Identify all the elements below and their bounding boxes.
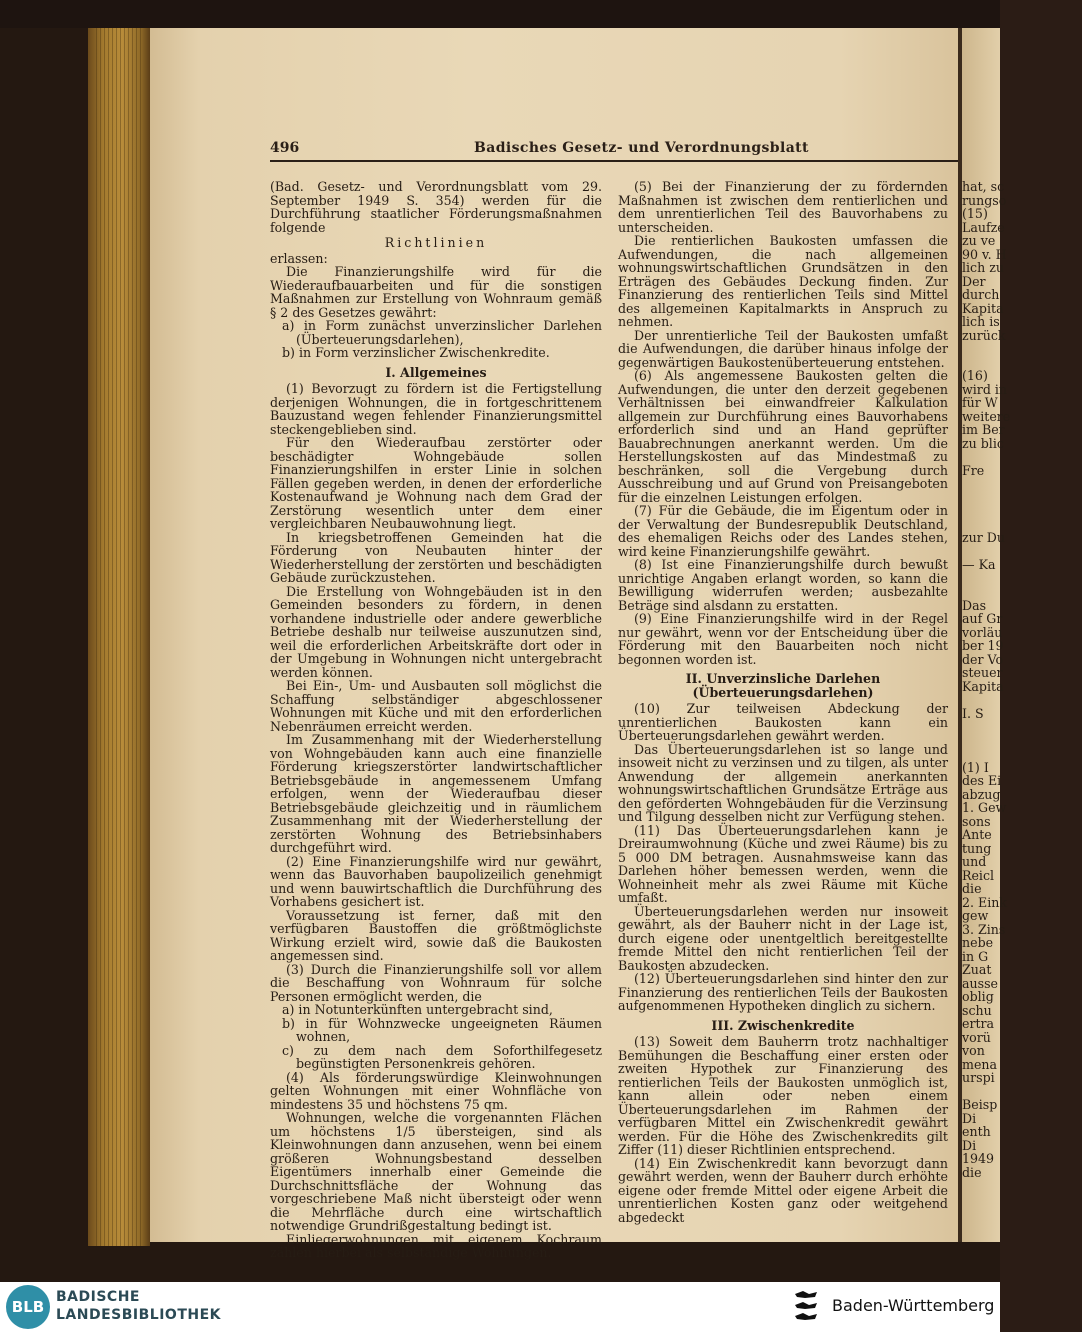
- paragraph: Voraussetzung ist ferner, daß mit den verfügbaren Baustoffen die größtmöglichste Wirkung erzielt wird, sowie daß die Baukosten angemessen sind.: [270, 907, 602, 963]
- paragraph: In kriegsbetroffenen Gemeinden hat die Förderung von Neubauten hinter der Wiederherstellung der zerstörten und beschädigten Gebäude zurückzustehen.: [270, 529, 602, 585]
- facing-page-line: urspi: [962, 1070, 995, 1085]
- facing-page-line: [962, 572, 1082, 586]
- facing-page-line: mena: [962, 1056, 998, 1072]
- facing-page-line: [962, 545, 1082, 559]
- paragraph: erlassen:: [270, 250, 328, 266]
- paragraph: (4) Als förderungswürdige Kleinwohnungen gelten Wohnungen mit einer Wohnfläche von mindestens 35 und höchstens 75 qm.: [270, 1069, 602, 1112]
- paragraph: (Bad. Gesetz- und Verordnungsblatt vom 29. September 1949 S. 354) werden für die Durchführung staatlicher Förderungsmaßnahmen folgende: [270, 179, 602, 235]
- facing-page-line: Kapita: [962, 300, 1004, 316]
- facing-page-line: Der: [962, 273, 986, 289]
- facing-page-line: und: [962, 854, 987, 869]
- facing-page-line: Kapita: [962, 678, 1004, 694]
- facing-page-line: (15): [962, 206, 988, 221]
- paragraph: (14) Ein Zwischenkredit kann bevorzugt dann gewährt werden, wenn der Bauherr durch erhöhte eigene oder fremde Mittel oder eigene Arbeit die unrentierlichen Kosten ganz oder weitgehend abgedeckt: [618, 1155, 948, 1225]
- facing-page-line: zur Du: [962, 530, 1005, 545]
- paragraph: Die Erstellung von Wohngebäuden ist in den Gemeinden besonders zu fördern, in denen vorhandene industrielle oder andere gewerbliche Betriebe deshalb nur teilweise auszunutzen sind, weil die erforderlichen Arbeitskräfte dort oder in der Umgebung in Wohnungen nicht untergebracht werden können.: [270, 583, 602, 680]
- facing-page-line: zu ve: [962, 233, 996, 248]
- list-item: c) zu dem nach dem Soforthilfegesetz begünstigten Personenkreis gehören.: [282, 1042, 602, 1071]
- facing-page-line: [962, 342, 1082, 356]
- facing-page-line: zurück: [962, 327, 1006, 343]
- facing-page-line: nebe: [962, 935, 994, 950]
- facing-page-line: enth: [962, 1124, 991, 1139]
- facing-page-line: auf Gr: [962, 611, 1003, 626]
- facing-page-line: weitere: [962, 408, 1011, 424]
- section-heading: II. Unverzinsliche Darlehen (Überteuerungsdarlehen): [685, 671, 881, 700]
- facing-page-line: Fre: [962, 462, 985, 478]
- facing-page-line: 90 v. H: [962, 246, 1007, 262]
- facing-page-line: die: [962, 1164, 982, 1180]
- paragraph: (3) Durch die Finanzierungshilfe soll vor allem die Beschaffung von Wohnraum für solche Personen ermöglicht werden, die: [270, 961, 602, 1004]
- paragraph: (9) Eine Finanzierungshilfe wird in der Regel nur gewährt, wenn vor der Entscheidung über die Förderung mit den Bauarbeiten noch nicht begonnen worden ist.: [618, 611, 948, 667]
- text-column-right: [618, 180, 948, 1224]
- facing-page-line: zu blic: [962, 435, 1004, 451]
- facing-page-line: Zuat: [962, 962, 992, 977]
- paragraph: (10) Zur teilweisen Abdeckung der unrentierlichen Baukosten kann ein Überteuerungsdarlehen gewährt werden.: [618, 701, 948, 743]
- book-cover-top: [0, 0, 1000, 28]
- text-column-left: [270, 180, 602, 1260]
- paragraph: Für den Wiederaufbau zerstörter oder beschädigter Wohngebäude sollen Finanzierungshilfen in erster Linie in solchen Fällen gegeben werden, in denen der erforderliche Kostenaufwand je Wohnung nach dem Grad der Zerstörung wesentlich unter dem einer vergleichbaren Neubauwohnung liegt.: [270, 435, 602, 531]
- section-heading: I. Allgemeines: [385, 364, 487, 380]
- facing-page-line: [962, 491, 1082, 505]
- facing-page-line: Das: [962, 597, 987, 613]
- list-item: a) in Form zunächst unverzinslicher Darlehen (Überteuerungsdarlehen),: [282, 318, 602, 347]
- facing-page-line: [962, 518, 1082, 532]
- facing-page-line: [962, 734, 1082, 748]
- facing-page-line: lich is: [962, 314, 1000, 329]
- paragraph: (6) Als angemessene Baukosten gelten die Aufwendungen, die unter den derzeit gegebenen Verhältnissen bei einwandfreier Kalkulation allgemein zur Durchführung eines Bauvorhabens erforderlich sind und an Hand geprüfter Bauabrechnungen anerkannt werden. Um die Herstellungskosten auf das Mindestmaß zu beschränken, soll die Vergebung durch Ausschreibung und auf Grund von Preisangeboten für die einzelnen Leistungen erfolgen.: [618, 368, 948, 505]
- publication-title: Badisches Gesetz- und Verordnungsblatt: [474, 140, 809, 156]
- facing-page-line: ausse: [962, 975, 998, 991]
- facing-page-text-fragments: [962, 180, 1082, 1179]
- paragraph: Der unrentierliche Teil der Baukosten umfaßt die Aufwendungen, die darüber hinaus infolge der gegenwärtigen Baukostenüberteuerung entstehen.: [618, 327, 948, 370]
- list-item: a) in Notunterkünften untergebracht sind,: [282, 1002, 553, 1017]
- facing-page-line: [962, 693, 1082, 707]
- facing-page-line: der Vo: [962, 651, 1004, 667]
- facing-page-line: im Ber: [962, 422, 1005, 437]
- facing-page-line: 3. Zins: [962, 921, 1006, 937]
- facing-page-line: Ante: [962, 827, 992, 842]
- facing-page-line: Beisp: [962, 1097, 998, 1112]
- paragraph: (5) Bei der Finanzierung der zu fördernden Maßnahmen ist zwischen dem rentierlichen und dem unrentierlichen Teil des Bauvorhabens zu unterscheiden.: [618, 179, 948, 235]
- facing-page-line: wird in: [962, 381, 1008, 397]
- facing-page-line: [962, 585, 1082, 599]
- library-name[interactable]: [56, 1288, 221, 1324]
- facing-page-line: [962, 450, 1082, 464]
- facing-page-line: abzug: [962, 786, 1001, 802]
- paragraph: Bei Ein-, Um- und Ausbauten soll möglichst die Schaffung selbständiger abgeschlossener Wohnungen mit Küche und mit den erforderlichen Nebenräumen erreicht werden.: [270, 678, 602, 734]
- blb-logo[interactable]: BLB: [6, 1285, 50, 1329]
- facing-page-line: Reicl: [962, 867, 995, 883]
- facing-page-line: (16): [962, 368, 988, 383]
- paragraph: (1) Bevorzugt zu fördern ist die Fertigstellung derjenigen Wohnungen, die in fortgeschrittenem Bauzustand wegen fehlender Finanzierungsmittel steckengeblieben sind.: [270, 381, 602, 437]
- paragraph: Im Zusammenhang mit der Wiederherstellung von Wohngebäuden kann auch eine finanzielle Förderung kriegszerstörter landwirtschaftlicher Betriebsgebäude in angemessenem Umfang erfolgen, wenn der Wiederaufbau dieser Betriebsgebäude gleichzeitig und in räumlichem Zusammenhang mit der Wiederherstellung der zerstörten Wohnung des Betriebsinhabers durchgeführt wird.: [270, 732, 602, 855]
- facing-page-line: Di: [962, 1110, 977, 1126]
- facing-page-line: sons: [962, 813, 991, 829]
- section-heading: III. Zwischenkredite: [711, 1017, 855, 1033]
- facing-page-line: durch: [962, 287, 1000, 302]
- paragraph: Die rentierlichen Baukosten umfassen die Aufwendungen, die nach allgemeinen wohnungswirtschaftlichen Grundsätzen in den Erträgen des Gebäudes Deckung finden. Zur Finanzierung des rentierlichen Teils sind Mittel des allgemeinen Kapitalmarkts in Anspruch zu nehmen.: [618, 233, 948, 329]
- facing-page-line: [962, 747, 1082, 761]
- facing-page-line: steuer: [962, 665, 1003, 680]
- facing-page-line: [962, 477, 1082, 491]
- list-item: b) in Form verzinslicher Zwischenkredite.: [282, 345, 550, 360]
- facing-page-line: des Ei: [962, 773, 1002, 788]
- state-name[interactable]: Baden-Württemberg: [832, 1296, 995, 1315]
- facing-page-line: in G: [962, 948, 989, 964]
- library-name-line1: BADISCHE: [56, 1289, 140, 1305]
- book-page-edge-lines: [96, 28, 142, 1246]
- facing-page-line: für W: [962, 395, 998, 410]
- facing-page-line: ber 19: [962, 638, 1004, 653]
- paragraph: Einliegerwohnungen mit eigenem Kochraum zählen hierbei als selbständige Wohnungen.: [270, 1231, 602, 1260]
- baden-wuerttemberg-lions-icon: [792, 1288, 822, 1326]
- facing-page-line: — Ka: [962, 557, 996, 572]
- page-number: 496: [270, 140, 300, 156]
- facing-page-line: schu: [962, 1002, 992, 1018]
- facing-page-line: lich zu: [962, 260, 1004, 275]
- facing-page-line: [962, 504, 1082, 518]
- paragraph: Das Überteuerungsdarlehen ist so lange und insoweit nicht zu verzinsen und zu tilgen, als unter Anwendung der allgemein anerkannten wohnungswirtschaftlichen Grundsätze Erträge aus den geförderten Wohngebäuden für die Verzinsung und Tilgung desselben nicht zur Verfügung stehen.: [618, 741, 948, 824]
- page-header: [270, 140, 958, 162]
- facing-page-line: (1) I: [962, 759, 989, 775]
- facing-page-line: ertra: [962, 1016, 995, 1031]
- facing-page-line: von: [962, 1043, 985, 1058]
- facing-page-line: gew: [962, 908, 989, 923]
- paragraph: (8) Ist eine Finanzierungshilfe durch bewußt unrichtige Angaben erlangt worden, so kann die Bewilligung widerrufen werden; ausbezahlte Beträge sind alsdann zu erstatten.: [618, 557, 948, 613]
- facing-page-line: tung: [962, 840, 992, 856]
- facing-page-line: oblig: [962, 989, 994, 1004]
- facing-page-line: 1949: [962, 1151, 995, 1166]
- facing-page-line: rungso: [962, 192, 1007, 208]
- facing-page-line: [962, 720, 1082, 734]
- facing-page-line: 1. Gew: [962, 800, 1007, 815]
- header-rule: [270, 160, 958, 162]
- library-name-line2: LANDESBIBLIOTHEK: [56, 1307, 222, 1323]
- facing-page-line: Di: [962, 1137, 977, 1153]
- paragraph: (7) Für die Gebäude, die im Eigentum oder in der Verwaltung der Bundesrepublik Deutschland, des ehemaligen Reichs oder des Landes stehen, wird keine Finanzierungshilfe gewährt.: [618, 503, 948, 559]
- paragraph: (12) Überteuerungsdarlehen sind hinter den zur Finanzierung des rentierlichen Teils der Baukosten aufgenommenen Hypotheken dinglich zu sichern.: [618, 971, 948, 1013]
- paragraph: Überteuerungsdarlehen werden nur insoweit gewährt, als der Bauherr nicht in der Lage ist, durch eigene oder unentgeltlich bereitgestellte fremde Mittel den nicht rentierlichen Teil der Baukosten abzudecken.: [618, 903, 948, 973]
- facing-page-line: [962, 356, 1082, 370]
- facing-page-line: die: [962, 881, 982, 896]
- paragraph: (13) Soweit dem Bauherrn trotz nachhaltiger Bemühungen die Beschaffung einer ersten oder zweiten Hypothek zur Finanzierung des rentierlichen Teils der Baukosten unmöglich ist, kann allein oder neben einem Überteuerungsdarlehen im Rahmen der verfügbaren Mittel ein Zwischenkredit gewährt werden. Für die Höhe des Zwischenkredits gilt Ziffer (11) dieser Richtlinien entsprechend.: [618, 1034, 948, 1157]
- document-heading: Richtlinien: [384, 235, 488, 250]
- paragraph: (2) Eine Finanzierungshilfe wird nur gewährt, wenn das Bauvorhaben baupolizeilich genehmigt und wenn bauwirtschaftlich die Durchführung des Vorhabens gesichert ist.: [270, 853, 602, 909]
- facing-page-line: vorläu: [962, 624, 1003, 640]
- paragraph: Die Finanzierungshilfe wird für die Wiederaufbauarbeiten und für die sonstigen Maßnahmen zur Erstellung von Wohnraum gemäß § 2 des Gesetzes gewährt:: [270, 264, 602, 320]
- facing-page-line: I. S: [962, 705, 984, 721]
- list-item: b) in für Wohnzwecke ungeeigneten Räumen wohnen,: [282, 1015, 602, 1044]
- facing-page-line: Laufze: [962, 219, 1005, 235]
- facing-page-line: 2. Eink: [962, 894, 1007, 910]
- paragraph: Wohnungen, welche die vorgenannten Flächen um höchstens 1/5 übersteigen, sind als Kleinwohnungen dann anzusehen, wenn bei einem größeren Wohnungsbestand desselben Eigentümers innerhalb einer Gemeinde die Durchschnittsfläche der Wohnung das vorgeschriebene Maß nicht übersteigt oder wenn die Mehrfläche durch eine wirtschaftlich notwendige Grundrißgestaltung bedingt ist.: [270, 1110, 602, 1233]
- footer-bar: [0, 1282, 1000, 1332]
- facing-page-line: vorü: [962, 1029, 991, 1045]
- facing-page-line: hat, sc: [962, 179, 1005, 194]
- paragraph: (11) Das Überteuerungsdarlehen kann je Dreiraumwohnung (Küche und zwei Räume) bis zu 5 000 DM betragen. Ausnahmsweise kann das Darlehen höher bemessen werden, wenn die Wohneinheit mehr als zwei Räume mit Küche umfaßt.: [618, 822, 948, 905]
- facing-page-line: [962, 1085, 1082, 1099]
